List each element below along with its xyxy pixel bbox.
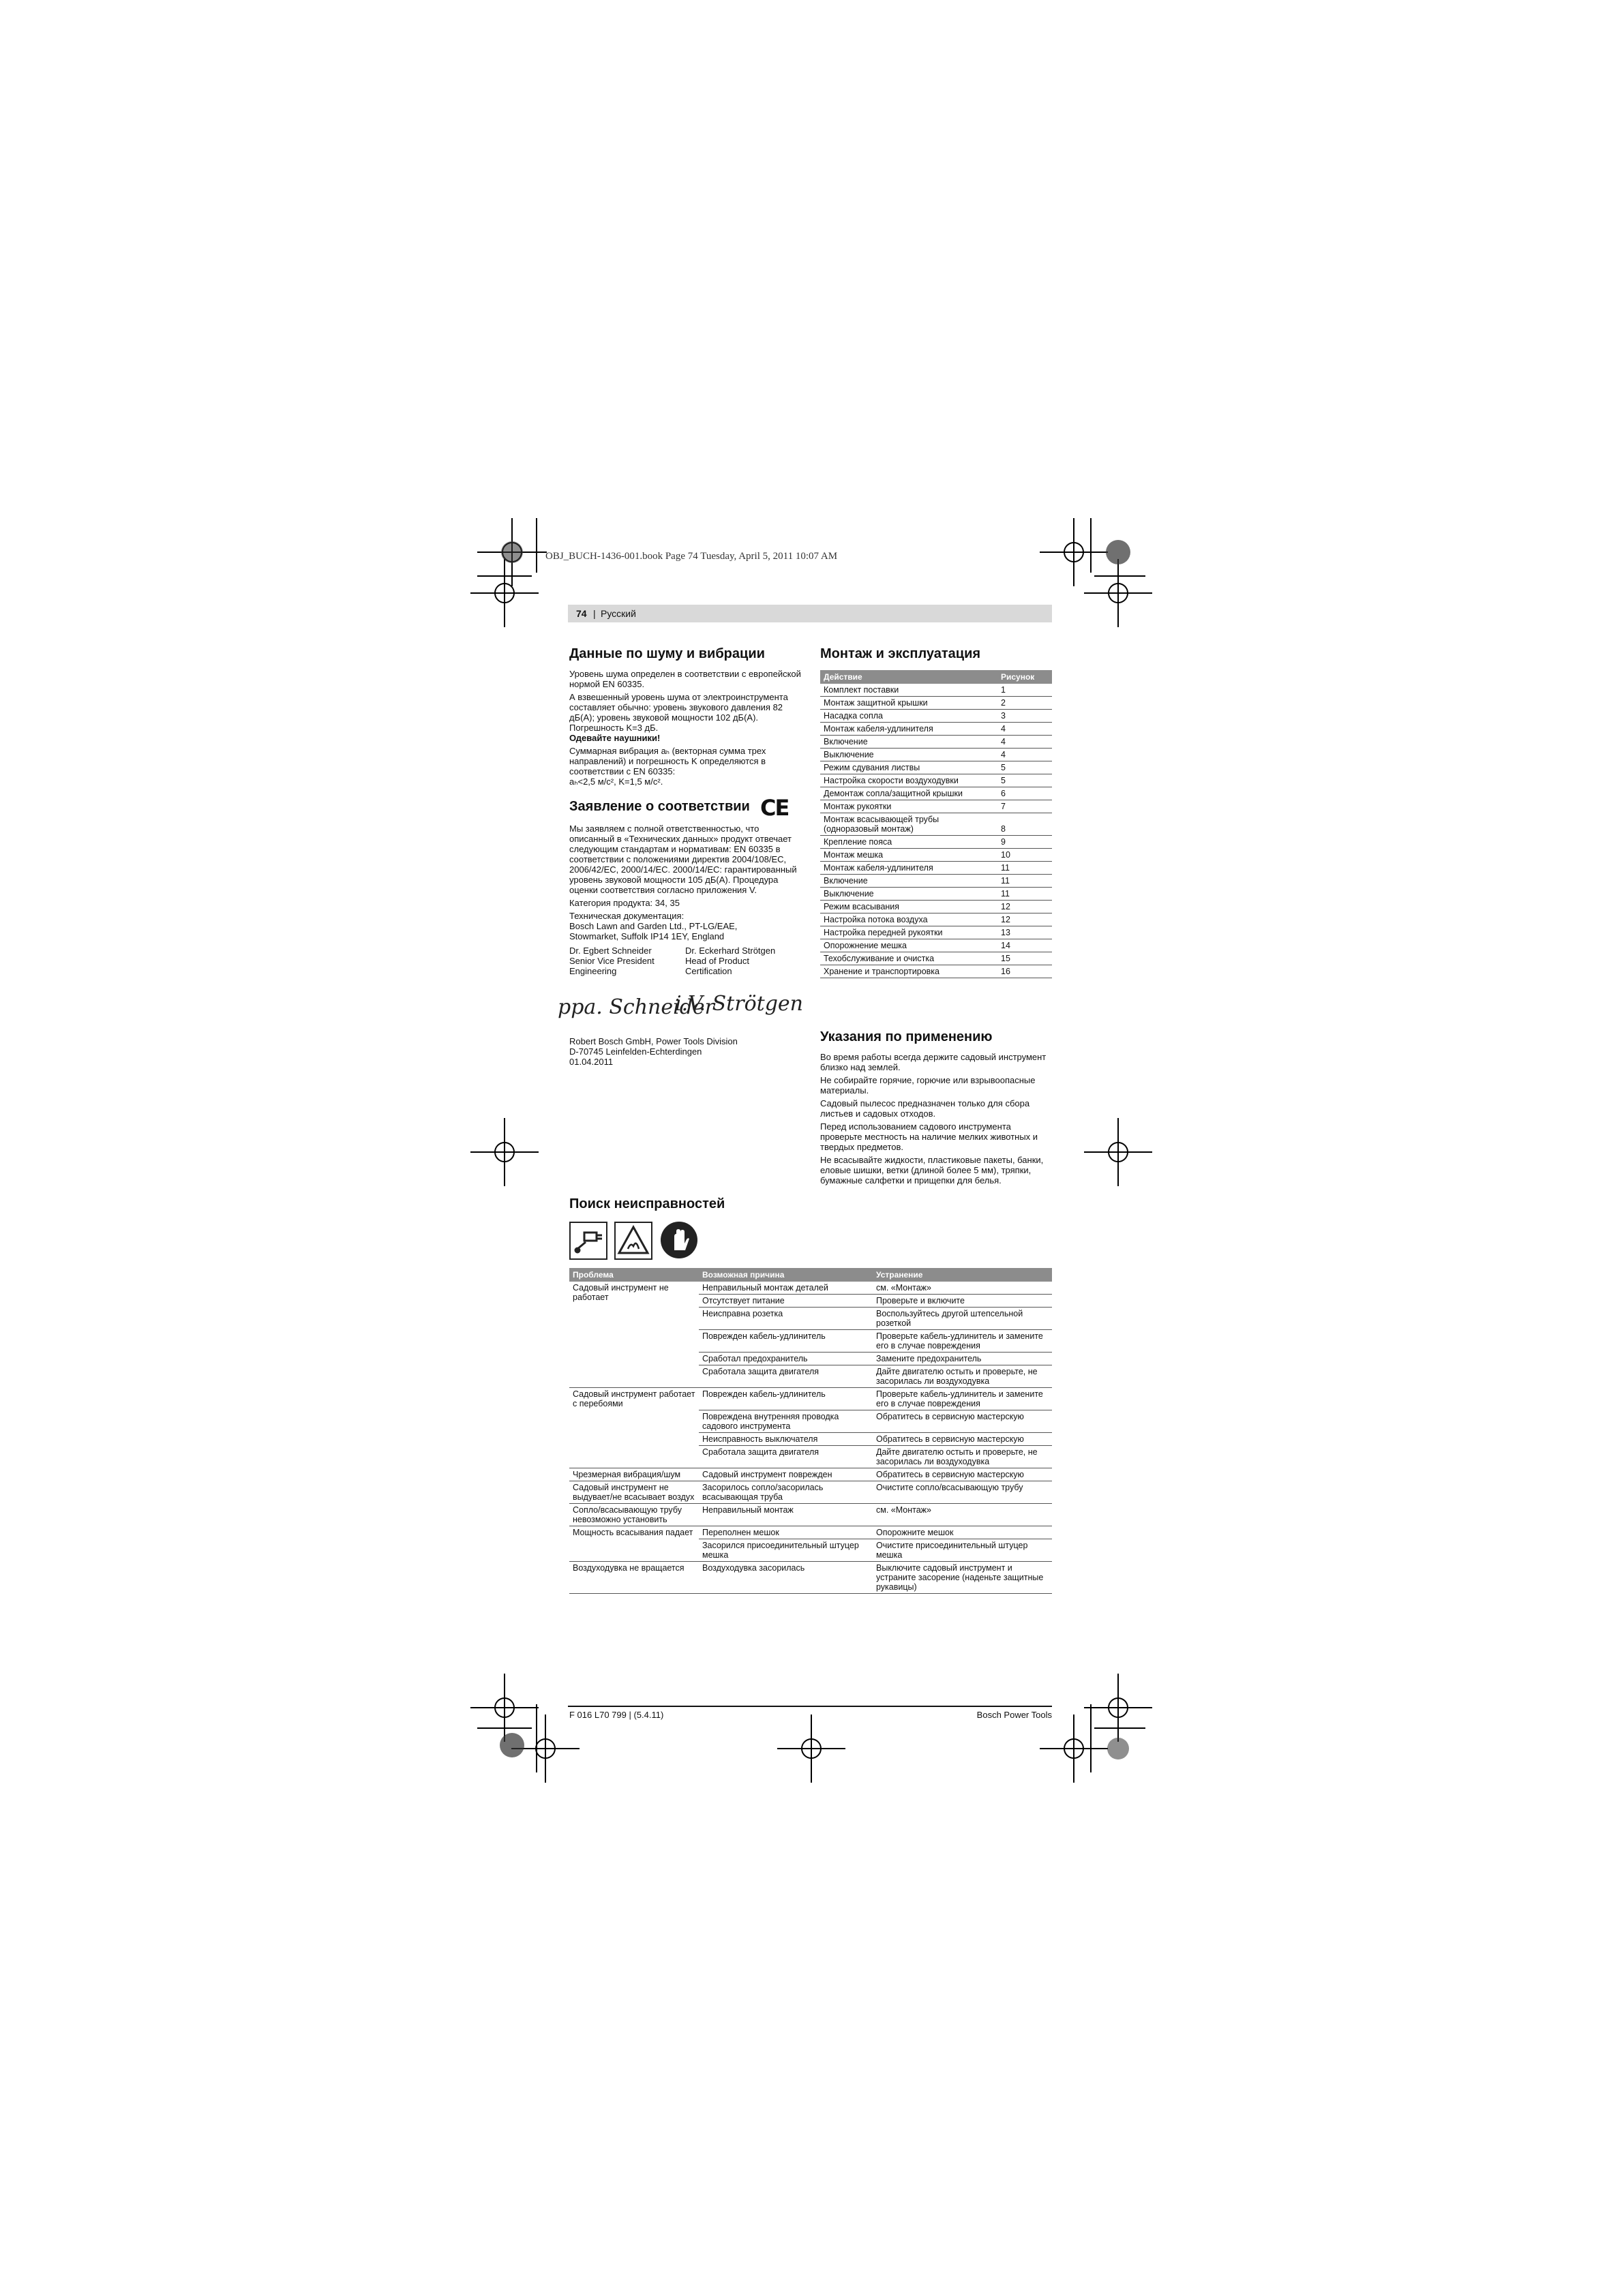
signature-2: i.V. Strötgen (675, 992, 803, 1016)
montage-row (820, 939, 1052, 952)
signer2-role1: Head of Product (685, 956, 749, 966)
montage-col-action: Действие (820, 670, 997, 684)
page-number: 74 (576, 608, 587, 619)
trouble-row (569, 1504, 1052, 1526)
montage-figure: 1 (997, 684, 1052, 697)
conformity-section (569, 795, 801, 980)
trouble-problem: Мощность всасывания падает (569, 1526, 699, 1562)
montage-figure: 4 (997, 749, 1052, 761)
montage-action: Комплект поставки (820, 684, 997, 697)
montage-title: Монтаж и эксплуатация (820, 646, 981, 661)
montage-action: Монтаж кабеля-удлинителя (820, 862, 997, 875)
montage-action: Настройка потока воздуха (820, 913, 997, 926)
montage-figure: 5 (997, 774, 1052, 787)
signer2-name: Dr. Eckerhard Strötgen (685, 946, 776, 956)
montage-action: Настройка передней рукоятки (820, 926, 997, 939)
trouble-cause: Сработала защита двигателя (699, 1446, 873, 1468)
trouble-section (569, 1196, 1052, 1594)
trouble-row (569, 1562, 1052, 1594)
trouble-cause: Воздуходувка засорилась (699, 1562, 873, 1594)
trouble-problem: Сопло/всасывающую трубу невозможно установить (569, 1504, 699, 1526)
trouble-fix: Проверьте кабель-удлинитель и замените его в случае повреждения (873, 1330, 1052, 1353)
trouble-fix: Замените предохранитель (873, 1353, 1052, 1365)
montage-action: Монтаж кабеля-удлинителя (820, 723, 997, 736)
signer1-name: Dr. Egbert Schneider (569, 946, 652, 956)
montage-figure: 5 (997, 761, 1052, 774)
montage-figure: 11 (997, 862, 1052, 875)
trouble-cause: Неисправна розетка (699, 1308, 873, 1330)
noise-p5: aₕ<2,5 м/с², K=1,5 м/с². (569, 776, 663, 787)
ce-mark-icon: CE (760, 795, 789, 821)
usage-p1: Во время работы всегда держите садовый инструмент близко над землей. (820, 1052, 1047, 1072)
montage-figure: 4 (997, 736, 1052, 749)
page-header-bar (568, 605, 1052, 622)
montage-action: Монтаж рукоятки (820, 800, 997, 813)
trouble-title: Поиск неисправностей (569, 1196, 725, 1211)
montage-figure: 10 (997, 849, 1052, 862)
montage-row (820, 965, 1052, 978)
montage-action: Хранение и транспортировка (820, 965, 997, 978)
trouble-fix: Дайте двигателю остыть и проверьте, не засорилась ли воздуходувка (873, 1365, 1052, 1388)
montage-row (820, 697, 1052, 710)
montage-action: Настройка скорости воздуходувки (820, 774, 997, 787)
trouble-cause: Сработал предохранитель (699, 1353, 873, 1365)
trouble-cause: Поврежден кабель-удлинитель (699, 1388, 873, 1410)
montage-row (820, 849, 1052, 862)
montage-figure: 9 (997, 836, 1052, 849)
trouble-fix: Воспользуйтесь другой штепсельной розеткой (873, 1308, 1052, 1330)
header-language: Русский (601, 608, 636, 619)
montage-table (820, 670, 1052, 978)
montage-figure: 12 (997, 913, 1052, 926)
footer-rule (568, 1706, 1052, 1707)
montage-figure: 2 (997, 697, 1052, 710)
noise-p1: Уровень шума определен в соответствии с европейской нормой EN 60335. (569, 669, 801, 689)
montage-row (820, 749, 1052, 761)
trouble-cause: Неправильный монтаж деталей (699, 1282, 873, 1295)
address-line2: D-70745 Leinfelden-Echterdingen (569, 1046, 702, 1057)
trouble-row (569, 1468, 1052, 1481)
usage-p3: Садовый пылесос предназначен только для сбора листьев и садовых отходов. (820, 1098, 1030, 1119)
trouble-cause: Повреждена внутренняя проводка садового инструмента (699, 1410, 873, 1433)
conformity-p1: Мы заявляем с полной ответственностью, что описанный в «Технических данных» продукт отвечает следующим стандартам и нормативам: EN 60335 в соответствии с положениями директив 2004/108/EC, 2006/42/EC, 2000/14/EC. 2000/14/EC: гарантированный уровень звуковой мощности 105 дБ(А). Процедура оценки соответствия согласно приложения V. (569, 824, 797, 895)
montage-figure: 8 (997, 813, 1052, 836)
montage-row (820, 710, 1052, 723)
montage-figure: 11 (997, 875, 1052, 888)
noise-title: Данные по шуму и вибрации (569, 646, 765, 661)
trouble-fix: Проверьте кабель-удлинитель и замените его в случае повреждения (873, 1388, 1052, 1410)
montage-figure: 3 (997, 710, 1052, 723)
signature-1: ppa. Schneider (558, 995, 715, 1019)
trouble-fix: Дайте двигателю остыть и проверьте, не засорилась ли воздуходувка (873, 1446, 1052, 1468)
tech-doc-address: Stowmarket, Suffolk IP14 1EY, England (569, 931, 725, 941)
noise-p4: Суммарная вибрация aₕ (векторная сумма трех направлений) и погрешность K определяются в соответствии с EN 60335: (569, 746, 766, 776)
signer1-role2: Engineering (569, 966, 617, 976)
trouble-problem: Садовый инструмент не работает (569, 1282, 699, 1388)
montage-row (820, 926, 1052, 939)
montage-figure: 14 (997, 939, 1052, 952)
usage-p5: Не всасывайте жидкости, пластиковые пакеты, банки, еловые шишки, ветки (длиной более 5 мм), тряпки, бумажные салфетки и прищепки для белья. (820, 1155, 1044, 1185)
montage-row (820, 813, 1052, 836)
montage-action: Режим сдувания листвы (820, 761, 997, 774)
montage-action: Включение (820, 736, 997, 749)
trouble-fix: Проверьте и включите (873, 1295, 1052, 1308)
trouble-problem: Воздуходувка не вращается (569, 1562, 699, 1594)
address-block (569, 1036, 801, 1067)
montage-action: Выключение (820, 749, 997, 761)
montage-action: Крепление пояса (820, 836, 997, 849)
montage-action: Включение (820, 875, 997, 888)
montage-figure: 4 (997, 723, 1052, 736)
montage-row (820, 888, 1052, 901)
tech-doc-company: Bosch Lawn and Garden Ltd., PT-LG/EAE, (569, 921, 738, 931)
trouble-col-fix: Устранение (873, 1268, 1052, 1282)
trouble-row (569, 1526, 1052, 1539)
signer1-role1: Senior Vice President (569, 956, 655, 966)
montage-row (820, 952, 1052, 965)
trouble-row (569, 1388, 1052, 1410)
usage-section (820, 1029, 1052, 1188)
trouble-table (569, 1268, 1052, 1594)
trouble-fix: Обратитесь в сервисную мастерскую (873, 1410, 1052, 1433)
address-line1: Robert Bosch GmbH, Power Tools Division (569, 1036, 738, 1046)
montage-row (820, 787, 1052, 800)
usage-p2: Не собирайте горячие, горючие или взрывоопасные материалы. (820, 1075, 1036, 1096)
montage-row (820, 736, 1052, 749)
footer-brand: Bosch Power Tools (976, 1710, 1052, 1720)
noise-section (569, 646, 801, 789)
unplug-warning-icon (569, 1222, 607, 1260)
trouble-cause: Садовый инструмент поврежден (699, 1468, 873, 1481)
usage-p4: Перед использованием садового инструмента проверьте местность на наличие мелких животных и твердых предметов. (820, 1121, 1038, 1152)
montage-action: Опорожнение мешка (820, 939, 997, 952)
trouble-fix: Обратитесь в сервисную мастерскую (873, 1433, 1052, 1446)
montage-action: Техобслуживание и очистка (820, 952, 997, 965)
trouble-fix: Выключите садовый инструмент и устраните засорение (наденьте защитные рукавицы) (873, 1562, 1052, 1594)
montage-action: Демонтаж сопла/защитной крышки (820, 787, 997, 800)
montage-action: Монтаж всасывающей трубы (одноразовый монтаж) (820, 813, 997, 836)
montage-figure: 16 (997, 965, 1052, 978)
trouble-problem: Чрезмерная вибрация/шум (569, 1468, 699, 1481)
noise-warning: Одевайте наушники! (569, 733, 661, 743)
trouble-cause: Переполнен мешок (699, 1526, 873, 1539)
wear-gloves-icon (661, 1222, 697, 1258)
trouble-fix: Обратитесь в сервисную мастерскую (873, 1468, 1052, 1481)
trouble-cause: Сработала защита двигателя (699, 1365, 873, 1388)
hot-surface-warning-icon (614, 1222, 652, 1260)
montage-row (820, 774, 1052, 787)
trouble-cause: Засорился присоединительный штуцер мешка (699, 1539, 873, 1562)
montage-action: Выключение (820, 888, 997, 901)
address-date: 01.04.2011 (569, 1057, 614, 1067)
trouble-fix: Опорожните мешок (873, 1526, 1052, 1539)
montage-row (820, 723, 1052, 736)
conformity-category: Категория продукта: 34, 35 (569, 898, 680, 908)
montage-col-figure: Рисунок (997, 670, 1052, 684)
trouble-fix: Очистите присоединительный штуцер мешка (873, 1539, 1052, 1562)
montage-action: Режим всасывания (820, 901, 997, 913)
montage-row (820, 800, 1052, 813)
montage-row (820, 862, 1052, 875)
trouble-cause: Поврежден кабель-удлинитель (699, 1330, 873, 1353)
trouble-row (569, 1282, 1052, 1295)
montage-row (820, 901, 1052, 913)
trouble-fix: см. «Монтаж» (873, 1282, 1052, 1295)
tech-doc-label: Техническая документация: (569, 911, 685, 921)
trouble-problem: Садовый инструмент работает с перебоями (569, 1388, 699, 1468)
montage-figure: 13 (997, 926, 1052, 939)
trouble-cause: Засорилось сопло/засорилась всасывающая труба (699, 1481, 873, 1504)
trouble-fix: Очистите сопло/всасывающую трубу (873, 1481, 1052, 1504)
usage-title: Указания по применению (820, 1029, 993, 1044)
montage-row (820, 761, 1052, 774)
signer2-role2: Certification (685, 966, 732, 976)
trouble-cause: Отсутствует питание (699, 1295, 873, 1308)
montage-action: Монтаж мешка (820, 849, 997, 862)
montage-row (820, 836, 1052, 849)
trouble-col-cause: Возможная причина (699, 1268, 873, 1282)
header-separator: | (593, 608, 596, 619)
trouble-cause: Неправильный монтаж (699, 1504, 873, 1526)
montage-figure: 11 (997, 888, 1052, 901)
montage-action: Насадка сопла (820, 710, 997, 723)
trouble-row (569, 1481, 1052, 1504)
montage-figure: 6 (997, 787, 1052, 800)
trouble-fix: см. «Монтаж» (873, 1504, 1052, 1526)
montage-figure: 15 (997, 952, 1052, 965)
trouble-cause: Неисправность выключателя (699, 1433, 873, 1446)
conformity-title: Заявление о соответствии (569, 799, 750, 814)
footer-doc-id: F 016 L70 799 | (5.4.11) (569, 1710, 664, 1720)
trouble-problem: Садовый инструмент не выдувает/не всасывает воздух (569, 1481, 699, 1504)
montage-row (820, 875, 1052, 888)
montage-figure: 12 (997, 901, 1052, 913)
montage-row (820, 913, 1052, 926)
noise-p2: А взвешенный уровень шума от электроинструмента составляет обычно: уровень звукового давления 82 дБ(А); уровень звуковой мощности 102 дБ(А). Погрешность K=3 дБ. (569, 692, 788, 733)
montage-row (820, 684, 1052, 697)
montage-action: Монтаж защитной крышки (820, 697, 997, 710)
montage-figure: 7 (997, 800, 1052, 813)
print-slug: OBJ_BUCH-1436-001.book Page 74 Tuesday, April 5, 2011 10:07 AM (545, 551, 838, 562)
montage-section (820, 646, 1052, 978)
trouble-col-problem: Проблема (569, 1268, 699, 1282)
